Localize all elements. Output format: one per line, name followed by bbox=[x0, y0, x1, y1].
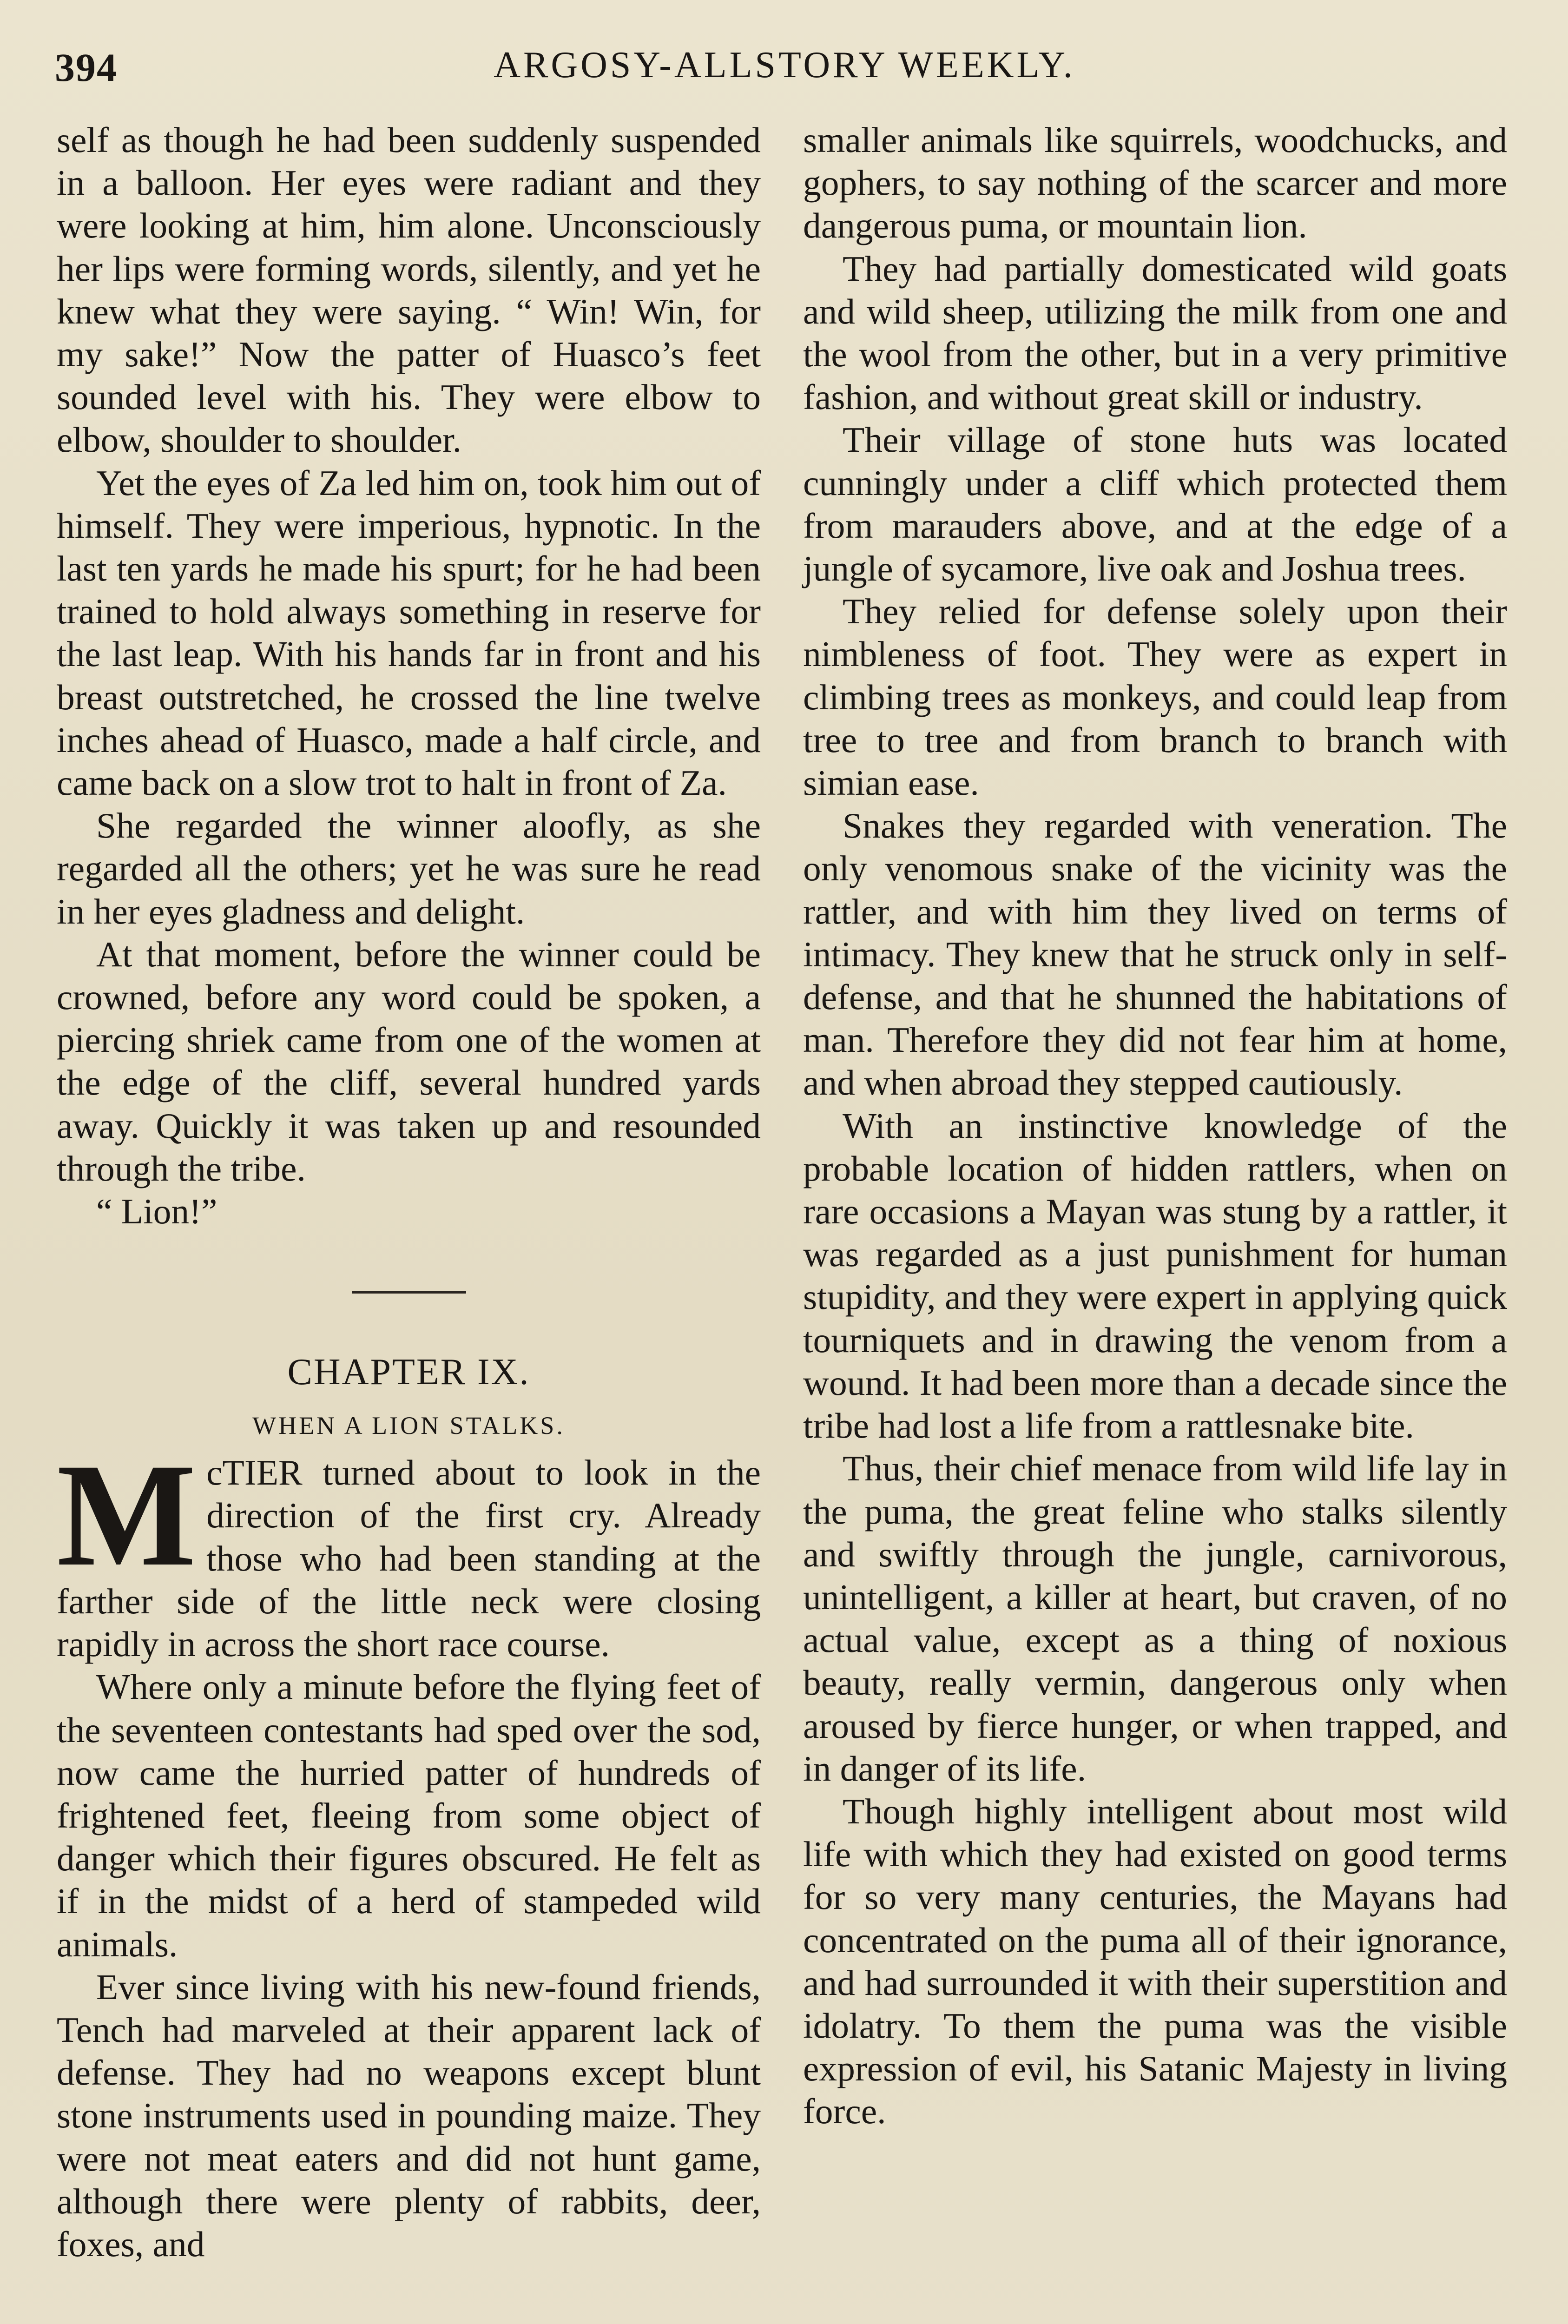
section-divider bbox=[57, 1233, 761, 1344]
opening-paragraph bbox=[57, 1433, 761, 1665]
paragraph: Though highly intelligent about most wild life with which they had existed on good terms for so very many centuries, the Mayans had concentrated on the puma all of their ignorance, and had surrounded it with their superstition and idolatry. To them the puma was the visible expression of evil, his Satanic Majesty in living force. bbox=[803, 1791, 1507, 2132]
paragraph: self as though he had been suddenly suspended in a balloon. Her eyes were radiant and they were looking at him, him alone. Unconsciously her lips were forming words, silently, and yet he knew what they were saying. “ Win! Win, for my sake!” Now the patter of Huasco’s feet sounded level with his. They were elbow to elbow, shoulder to shoulder. bbox=[57, 120, 761, 460]
paragraph: They relied for defense solely upon their nimbleness of foot. They were as expert in climbing trees as monkeys, and could leap from tree to tree and from branch to branch with simian ease. bbox=[803, 591, 1507, 803]
page-header bbox=[55, 44, 1514, 100]
paragraph: With an instinctive knowledge of the probable location of hidden rattlers, when on rare occasions a Mayan was stung by a rattler, it was regarded as a just punishment for human stupidity, and they were expert in applying quick tourniquets and in drawing the venom from a wound. It had been more than a decade since the tribe had lost a life from a rattlesnake bite. bbox=[803, 1105, 1507, 1446]
paragraph: Ever since living with his new-found friends, Tench had marveled at their apparent lack of defense. They had no weapons except blunt stone instruments used in pounding maize. They were not meat eaters and did not hunt game, although there were plenty of rabbits, deer, foxes, and bbox=[57, 1967, 761, 2264]
paragraph: “ Lion!” bbox=[96, 1191, 217, 1232]
paragraph: Where only a minute before the flying feet of the seventeen contestants had sped over the sod, now came the hurried patter of hundreds of frightened feet, fleeing from some object of danger which their figures obscured. He felt as if in the midst of a herd of stampeded wild animals. bbox=[57, 1667, 761, 1964]
paragraph: They had partially domesticated wild goats and wild sheep, utilizing the milk from one and the wool from the other, but in a very primitive fashion, and without great skill or industry. bbox=[803, 248, 1507, 417]
right-column bbox=[803, 119, 1507, 2133]
divider-rule bbox=[352, 1291, 466, 1294]
opening-paragraph-text: cTIER turned about to look in the direction of the first cry. Already those who had been standing at the farther side of the little neck were closing rapidly in across the short race course. bbox=[57, 1452, 761, 1664]
paragraph: Thus, their chief menace from wild life lay in the puma, the great feline who stalks silently and swiftly through the jungle, carnivorous, unintelligent, a killer at heart, but craven, of no actual value, except as a thing of noxious beauty, really vermin, dangerous only when aroused by fierce hunger, or when trapped, and in danger of its life. bbox=[803, 1448, 1507, 1789]
paragraph: smaller animals like squirrels, woodchucks, and gophers, to say nothing of the scarcer and more dangerous puma, or mountain lion. bbox=[803, 120, 1507, 246]
paragraph: Their village of stone huts was located cunningly under a cliff which protected them from marauders above, and at the edge of a jungle of sycamore, live oak and Joshua trees. bbox=[803, 420, 1507, 589]
left-column bbox=[57, 119, 761, 2265]
paragraph: At that moment, before the winner could be crowned, before any word could be spoken, a piercing shriek came from one of the women at the edge of the cliff, several hundred yards away. Quickly it was taken up and resounded through the tribe. bbox=[57, 934, 761, 1188]
paragraph: She regarded the winner aloofly, as she regarded all the others; yet he was sure he read in her eyes gladness and delight. bbox=[57, 805, 761, 931]
drop-cap: M bbox=[57, 1433, 197, 1597]
chapter-title: CHAPTER IX. bbox=[287, 1352, 530, 1393]
page-number: 394 bbox=[55, 45, 118, 90]
paragraph: Snakes they regarded with veneration. The only venomous snake of the vicinity was the rattler, and with him they lived on terms of intimacy. They knew that he struck only in self-defense, and that he shunned the habitations of man. Therefore they did not fear him at home, and when abroad they stepped cautiously. bbox=[803, 805, 1507, 1103]
paragraph: Yet the eyes of Za led him on, took him out of himself. They were imperious, hypnotic. In the last ten yards he made his spurt; for he had been trained to hold always something in reserve for the last leap. With his hands far in front and his breast outstretched, he crossed the line twelve inches ahead of Huasco, made a half circle, and came back on a slow trot to halt in front of Za. bbox=[57, 462, 761, 803]
running-head: ARGOSY-ALLSTORY WEEKLY. bbox=[494, 45, 1075, 86]
chapter-subtitle: WHEN A LION STALKS. bbox=[252, 1412, 565, 1440]
